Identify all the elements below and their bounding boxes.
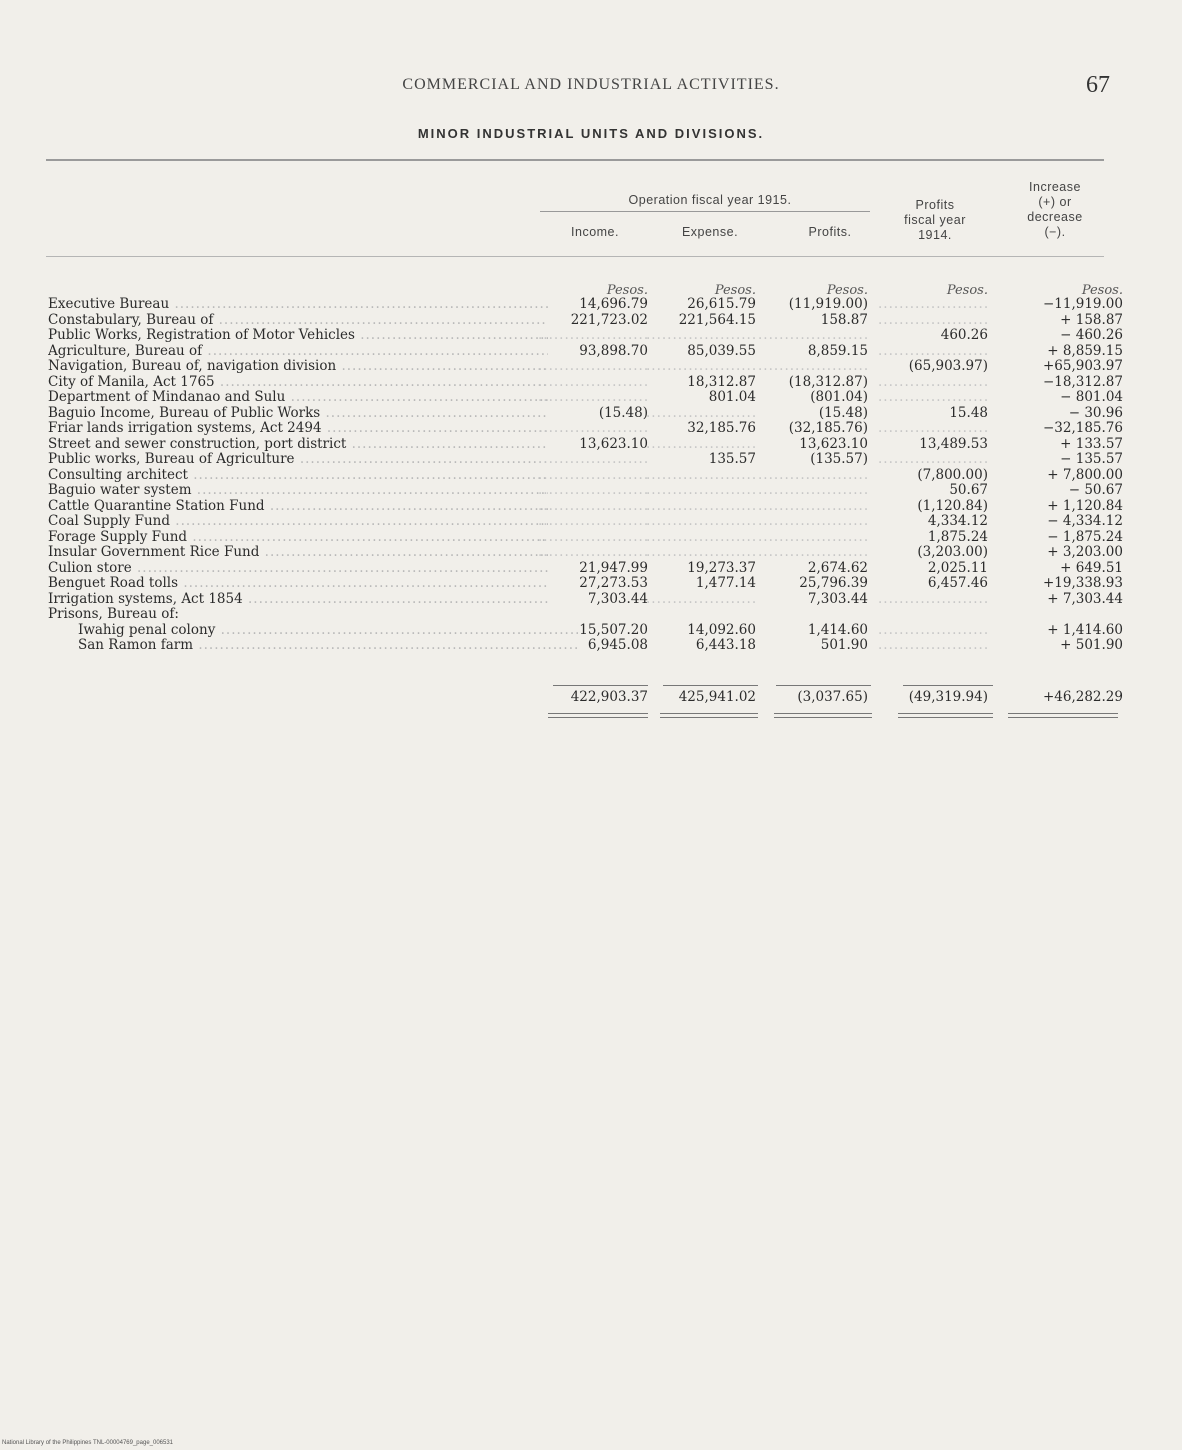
double-rule-profit [774,713,872,718]
profit-1914-cell [878,390,988,406]
sum-rule-expense [663,685,758,686]
profit-cell: 158.87 [820,311,868,328]
profit-1914-cell: (7,800.00) [917,466,988,483]
table-row [48,358,1123,375]
leader-dots: ..................... [538,466,650,483]
expense-cell [646,483,756,499]
expense-cell: 85,039.55 [687,342,756,359]
profit-cell: 7,303.44 [807,590,868,607]
expense-cell: 18,312.87 [687,373,756,390]
income-cell [538,421,648,437]
table-row [48,544,1123,561]
profit-cell [758,468,868,484]
change-cell: + 133.57 [1060,435,1123,452]
expense-cell: 26,615.79 [687,296,756,312]
leader-dots: ..................... [646,327,758,343]
income-cell [538,452,648,468]
change-cell: −32,185.76 [1042,420,1123,436]
expense-cell: 221,564.15 [678,311,756,328]
profit-cell [758,483,868,499]
leader-dots: ..................... [646,358,758,374]
row-label: Forage Supply Fund ..... [48,530,548,546]
profit-1914-cell [878,375,988,391]
header-rule [46,256,1104,257]
total-profit: (3,037.65) [797,689,868,705]
change-cell: − 50.67 [1068,482,1123,498]
profit-1914-cell [878,592,988,608]
expense-cell [646,406,756,422]
profits-1914-line3: 1914. [918,228,952,242]
income-cell: 6,945.08 [587,637,648,653]
expense-cell [646,530,756,546]
leader-dots: ..................... [538,389,650,405]
table-row [48,389,1123,406]
row-label: Street and sewer construction, port district ..... [48,437,548,453]
table-row [48,497,1123,515]
table-row [48,528,1123,546]
profit-1914-cell [878,623,988,639]
income-cell: 93,898.70 [579,342,648,359]
total-change: +46,282.29 [1042,689,1123,705]
sum-rule-1914 [903,685,993,686]
profit-cell: 8,859.15 [807,342,868,359]
expense-cell: 6,443.18 [695,637,756,653]
profit-cell [758,359,868,375]
income-cell [538,328,648,344]
unit-expense: Pesos. [714,283,756,298]
table-row [48,311,1123,329]
change-header [1000,180,1110,240]
profit-1914-cell: 6,457.46 [927,575,988,591]
income-cell [538,499,648,515]
leader-dots: ..................... [646,544,758,560]
row-label: Executive Bureau ..... [48,297,548,313]
row-label: Navigation, Bureau of, navigation division ..... [48,359,548,375]
profit-1914-cell: 460.26 [940,327,988,343]
change-cell: −11,919.00 [1042,296,1123,312]
double-rule-1914 [898,713,993,718]
change-line4: (−). [1044,225,1066,239]
profit-cell: (11,919.00) [788,296,868,312]
profit-cell [758,328,868,344]
leader-dots: ..................... [878,311,990,328]
leader-dots: ..................... [758,358,870,374]
row-label: Public Works, Registration of Motor Vehicles ..... [48,328,548,344]
income-cell: 7,303.44 [587,590,648,607]
unit-income: Pesos. [606,283,648,298]
income-cell: 15,507.20 [579,621,648,638]
expense-cell: 32,185.76 [687,420,756,436]
change-cell: − 135.57 [1060,451,1123,467]
leader-dots: ..................... [646,466,758,483]
income-cell [538,530,648,546]
total-1914: (49,319.94) [908,689,988,705]
income-cell: 21,947.99 [579,559,648,576]
table-row [48,466,1123,484]
leader-dots: ..................... [878,451,990,467]
leader-dots: ..................... [538,451,650,467]
table-row [48,607,1108,623]
expense-cell [646,328,756,344]
profit-1914-cell [878,313,988,329]
table-row [48,575,1123,592]
profit-1914-cell: 1,875.24 [927,528,988,545]
leader-dots: ..................... [758,466,870,483]
profits-1914-line1: Profits [915,198,955,212]
change-cell: + 501.90 [1060,637,1123,653]
scan-footer: National Library of the Philippines TNL-00004769_page_006531 [2,1440,174,1446]
change-cell: + 7,800.00 [1047,466,1123,483]
leader-dots: ..................... [878,637,990,653]
profit-cell: 1,414.60 [807,621,868,638]
profit-1914-cell: 4,334.12 [927,513,988,529]
profit-1914-cell: (65,903.97) [908,358,988,374]
profit-cell: 25,796.39 [799,575,868,591]
expense-cell [646,499,756,515]
expense-cell [646,437,756,453]
running-head: COMMERCIAL AND INDUSTRIAL ACTIVITIES. [402,76,780,93]
profit-1914-cell: 2,025.11 [927,559,988,576]
change-cell: + 3,203.00 [1047,544,1123,560]
top-rule [46,159,1104,161]
profits-1914-header [880,198,990,243]
leader-dots: ..................... [878,296,990,312]
sum-rule-income [553,685,648,686]
double-rule-expense [660,713,758,718]
row-label: Baguio Income, Bureau of Public Works ..... [48,406,548,422]
table-row [48,513,1123,530]
profit-cell: (32,185.76) [788,420,868,436]
profit-cell: (801.04) [810,389,868,405]
profit-1914-cell: (3,203.00) [917,544,988,560]
row-label: Public works, Bureau of Agriculture ..... [48,452,548,468]
table-row [48,621,1123,639]
row-label: Insular Government Rice Fund ..... [48,545,548,561]
double-rule-income [548,713,648,718]
row-label: Friar lands irrigation systems, Act 2494 ..... [48,421,548,437]
profit-cell [758,530,868,546]
income-cell: 221,723.02 [570,311,648,328]
change-cell: + 158.87 [1060,311,1123,328]
change-cell: + 1,120.84 [1047,497,1123,514]
table-row [48,373,1123,391]
income-cell [538,483,648,499]
profit-1914-cell [878,421,988,437]
leader-dots: ..................... [538,373,650,390]
leader-dots: ..................... [758,497,870,514]
table-row [48,296,1123,313]
row-label: Irrigation systems, Act 1854 ..... [48,592,548,608]
leader-dots: ..................... [878,590,990,607]
table-row [48,420,1123,437]
change-cell: + 8,859.15 [1047,342,1123,359]
unit-profit: Pesos. [826,283,868,298]
income-cell: 27,273.53 [579,575,648,591]
leader-dots: ..................... [538,358,650,374]
unit-1914: Pesos. [946,283,988,298]
leader-dots: ..................... [646,590,758,607]
table-row [48,404,1123,422]
change-cell: + 1,414.60 [1047,621,1123,638]
profit-1914-cell [878,452,988,468]
double-rule-change [1008,713,1118,718]
units-row [48,283,1123,298]
profit-cell: (135.57) [810,451,868,467]
row-label: Cattle Quarantine Station Fund ..... [48,499,548,515]
leader-dots: ..................... [878,389,990,405]
leader-dots: ..................... [646,404,758,421]
profit-1914-cell [878,638,988,654]
profit-cell: 13,623.10 [799,435,868,452]
income-cell: (15.48) [598,404,648,421]
profit-cell [758,499,868,515]
leader-dots: ..................... [878,420,990,436]
income-cell [538,375,648,391]
profit-1914-cell: (1,120.84) [917,497,988,514]
change-cell: − 4,334.12 [1047,513,1123,529]
table-row [48,559,1123,577]
leader-dots: ..................... [878,342,990,359]
change-line1: Increase [1029,180,1081,194]
group-rule [540,211,870,212]
income-cell [538,390,648,406]
expense-cell [646,514,756,530]
change-cell: − 801.04 [1060,389,1123,405]
leader-dots: ..................... [538,482,650,498]
profit-1914-cell: 15.48 [949,404,988,421]
change-line2: (+) or [1038,195,1072,209]
expense-cell: 801.04 [708,389,756,405]
profit-cell: (18,312.87) [788,373,868,390]
leader-dots: ..................... [878,373,990,390]
expense-cell: 1,477.14 [695,575,756,591]
table-row [48,342,1123,360]
row-label: Agriculture, Bureau of ..... [48,344,548,360]
profit-cell [758,545,868,561]
expense-cell [646,359,756,375]
expense-cell: 135.57 [708,451,756,467]
leader-dots: ..................... [758,513,870,529]
total-expense: 425,941.02 [678,689,756,705]
expense-cell: 14,092.60 [687,621,756,638]
expense-cell [646,592,756,608]
leader-dots: ..................... [646,435,758,452]
change-cell: − 460.26 [1060,327,1123,343]
profit-cell: (15.48) [818,404,868,421]
leader-dots: ..................... [538,544,650,560]
profit-cell [758,514,868,530]
change-cell: + 7,303.44 [1047,590,1123,607]
expense-cell [646,545,756,561]
row-label: City of Manila, Act 1765 ..... [48,375,548,391]
income-cell [538,468,648,484]
profit-cell: 2,674.62 [807,559,868,576]
row-label: Benguet Road tolls ..... [48,576,548,592]
row-label: Prisons, Bureau of: [48,607,179,622]
change-cell: − 30.96 [1068,404,1123,421]
leader-dots: ..................... [538,497,650,514]
leader-dots: ..................... [538,528,650,545]
row-label: Culion store ..... [48,561,548,577]
row-label: Baguio water system ..... [48,483,548,499]
profit-cell: 501.90 [820,637,868,653]
table-body [48,296,1123,654]
leader-dots: ..................... [646,482,758,498]
income-cell [538,545,648,561]
expense-cell: 19,273.37 [687,559,756,576]
row-label: Coal Supply Fund ..... [48,514,548,530]
income-cell [538,514,648,530]
leader-dots: ..................... [758,327,870,343]
leader-dots: ..................... [646,497,758,514]
expense-cell [646,468,756,484]
row-label: Iwahig penal colony ..... [48,623,578,639]
leader-dots: ..................... [758,482,870,498]
table-row [48,637,1123,654]
table-row [48,327,1123,344]
profits-header: Profits. [808,225,852,239]
expense-header: Expense. [681,225,739,239]
leader-dots: ..................... [646,528,758,545]
group-header: Operation fiscal year 1915. [628,193,792,207]
income-cell: 13,623.10 [579,435,648,452]
income-cell [538,359,648,375]
profit-1914-cell [878,344,988,360]
income-cell: 14,696.79 [579,296,648,312]
table-row [48,451,1123,468]
change-cell: + 649.51 [1060,559,1123,576]
row-label: Department of Mindanao and Sulu ..... [48,390,548,406]
change-line3: decrease [1027,210,1083,224]
leader-dots: ..................... [878,621,990,638]
totals-row [48,689,1123,709]
table-row [48,482,1123,499]
leader-dots: ..................... [538,327,650,343]
leader-dots: ..................... [758,528,870,545]
row-label: Consulting architect ..... [48,468,548,484]
row-label: Constabulary, Bureau of ..... [48,313,548,329]
change-cell: − 1,875.24 [1047,528,1123,545]
sum-rule-profit [776,685,871,686]
leader-dots: ..................... [538,420,650,436]
change-cell: +65,903.97 [1042,358,1123,374]
profit-1914-cell [878,297,988,313]
leader-dots: ..................... [758,544,870,560]
page-number: 67 [1086,72,1110,98]
table-row [48,435,1123,453]
unit-change: Pesos. [1081,283,1123,298]
change-cell: −18,312.87 [1042,373,1123,390]
leader-dots: ..................... [646,513,758,529]
profit-1914-cell: 50.67 [949,482,988,498]
table-row [48,590,1123,608]
income-header: Income. [571,225,619,239]
profit-1914-cell: 13,489.53 [919,435,988,452]
total-income: 422,903.37 [570,689,648,705]
table-title: MINOR INDUSTRIAL UNITS AND DIVISIONS. [417,126,765,141]
leader-dots: ..................... [538,513,650,529]
row-label: San Ramon farm ..... [48,638,578,654]
profits-1914-line2: fiscal year [904,213,966,227]
change-cell: +19,338.93 [1042,575,1123,591]
